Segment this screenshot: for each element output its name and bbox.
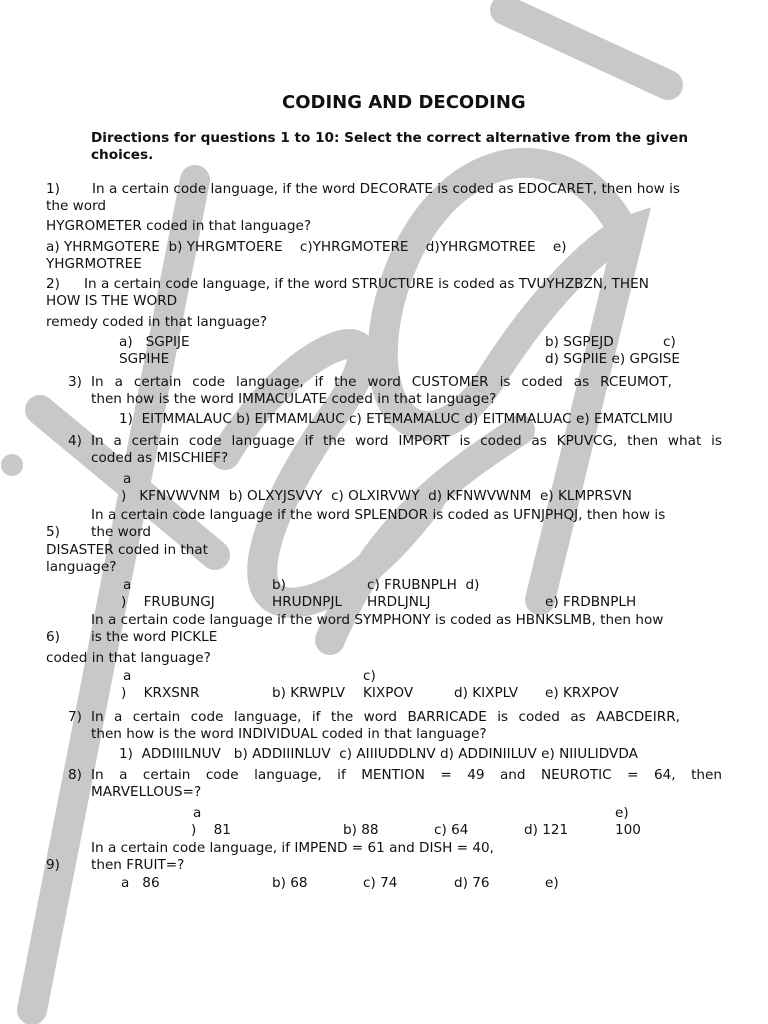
q6-line2: is the word PICKLE: [91, 629, 218, 645]
q9-number: 9): [46, 857, 60, 873]
q8-option-b: b) 88: [343, 822, 379, 838]
q6-option-a-letter: a: [123, 668, 132, 684]
q2-option-c-label: c): [663, 334, 676, 350]
q4-options: ) KFNVWVNM b) OLXYJSVVY c) OLXIRVWY d) KFNWVWNM e) KLMPRSVN: [121, 488, 632, 504]
q2-option-de: d) SGPIIE e) GPGISE: [545, 351, 681, 367]
q4-number: 4): [68, 433, 82, 449]
q5-option-d: HRDLJNLJ: [367, 594, 431, 610]
q3-line2: then how is the word IMMACULATE coded in that language?: [91, 391, 497, 407]
q6-option-a: ) KRXSNR: [121, 685, 200, 701]
watermark-stroke-n-top: [505, 10, 668, 85]
q9-line2: then FRUIT=?: [91, 857, 185, 873]
q9-option-d: d) 76: [454, 875, 490, 891]
q4-option-a-letter: a: [123, 471, 132, 487]
q9-option-c: c) 74: [363, 875, 398, 891]
page-title: CODING AND DECODING: [282, 92, 526, 113]
q1-options-cont: YHGRMOTREE: [46, 256, 142, 272]
q5-line2: the word: [91, 524, 152, 540]
q8-line2: MARVELLOUS=?: [91, 784, 202, 800]
q1-number: 1): [46, 181, 60, 197]
q9-option-b: b) 68: [272, 875, 308, 891]
q8-option-a-letter: a: [193, 805, 202, 821]
q2-option-a: a) SGPIJE: [119, 334, 190, 350]
q2-option-b: b) SGPEJD: [545, 334, 614, 350]
q6-line1: In a certain code language if the word SYMPHONY is coded as HBNKSLMB, then how: [91, 612, 664, 628]
q5-number: 5): [46, 524, 60, 540]
q5-line1: In a certain code language if the word SPLENDOR is coded as UFNJPHQJ, then how is: [91, 507, 666, 523]
q1-line1: In a certain code language, if the word DECORATE is coded as EDOCARET, then how is: [92, 181, 680, 197]
q9-line1: In a certain code language, if IMPEND = 61 and DISH = 40,: [91, 840, 495, 856]
q7-line2: then how is the word INDIVIDUAL coded in that language?: [91, 726, 487, 742]
q6-option-c: KIXPOV: [363, 685, 414, 701]
q5-option-b: HRUDNPJL: [272, 594, 343, 610]
q6-option-c-label: c): [363, 668, 376, 684]
q4-line1: In a certain code language if the word IMPORT is coded as KPUVCG, then what is: [91, 433, 722, 449]
q1-line2: the word: [46, 198, 107, 214]
q4-line2: coded as MISCHIEF?: [91, 450, 229, 466]
q2-line2: HOW IS THE WORD: [46, 293, 178, 309]
q7-options: 1) ADDIIILNUV b) ADDIIINLUV c) AIIIUDDLNV d) ADDINIILUV e) NIIULIDVDA: [119, 746, 638, 762]
q3-number: 3): [68, 374, 82, 390]
q6-option-d: d) KIXPLV: [454, 685, 519, 701]
q2-line1: In a certain code language, if the word STRUCTURE is coded as TVUYHZBZN, THEN: [84, 276, 649, 292]
q2-line3: remedy coded in that language?: [46, 314, 268, 330]
watermark-dot: [1, 454, 23, 476]
q5-option-cd: c) FRUBNPLH d): [367, 577, 480, 593]
q2-number: 2): [46, 276, 60, 292]
q8-option-d: d) 121: [524, 822, 569, 838]
q6-option-e: e) KRXPOV: [545, 685, 619, 701]
q6-line3: coded in that language?: [46, 650, 211, 666]
q8-option-a: ) 81: [191, 822, 231, 838]
q5-option-a: ) FRUBUNGJ: [121, 594, 215, 610]
q5-option-a-letter: a: [123, 577, 132, 593]
q2-option-c: SGPIHE: [119, 351, 170, 367]
q3-options: 1) EITMMALAUC b) EITMAMLAUC c) ETEMAMALUC d) EITMMALUAC e) EMATCLMIU: [119, 411, 673, 427]
q7-line1: In a certain code language, if the word BARRICADE is coded as AABCDEIRR,: [91, 709, 680, 725]
q6-number: 6): [46, 629, 60, 645]
q9-option-a: a 86: [121, 875, 160, 891]
q8-option-c: c) 64: [434, 822, 469, 838]
q9-option-e: e): [545, 875, 559, 891]
directions-text: Directions for questions 1 to 10: Select the correct alternative from the given choices.: [91, 130, 689, 163]
q8-option-e-label: e): [615, 805, 629, 821]
q7-number: 7): [68, 709, 82, 725]
q5-line3: DISASTER coded in that: [46, 542, 208, 558]
q1-line3: HYGROMETER coded in that language?: [46, 218, 312, 234]
q5-option-b-label: b): [272, 577, 286, 593]
q5-line4: language?: [46, 559, 117, 575]
q3-line1: In a certain code language, if the word CUSTOMER is coded as RCEUMOT,: [91, 374, 672, 390]
q8-number: 8): [68, 767, 82, 783]
q8-line1: In a certain code language, if MENTION = 49 and NEUROTIC = 64, then: [91, 767, 722, 783]
q8-option-e: 100: [615, 822, 641, 838]
q1-options: a) YHRMGOTERE b) YHRGMTOERE c)YHRGMOTERE d)YHRGMOTREE e): [46, 239, 567, 255]
q5-option-e: e) FRDBNPLH: [545, 594, 637, 610]
q6-option-b: b) KRWPLV: [272, 685, 346, 701]
